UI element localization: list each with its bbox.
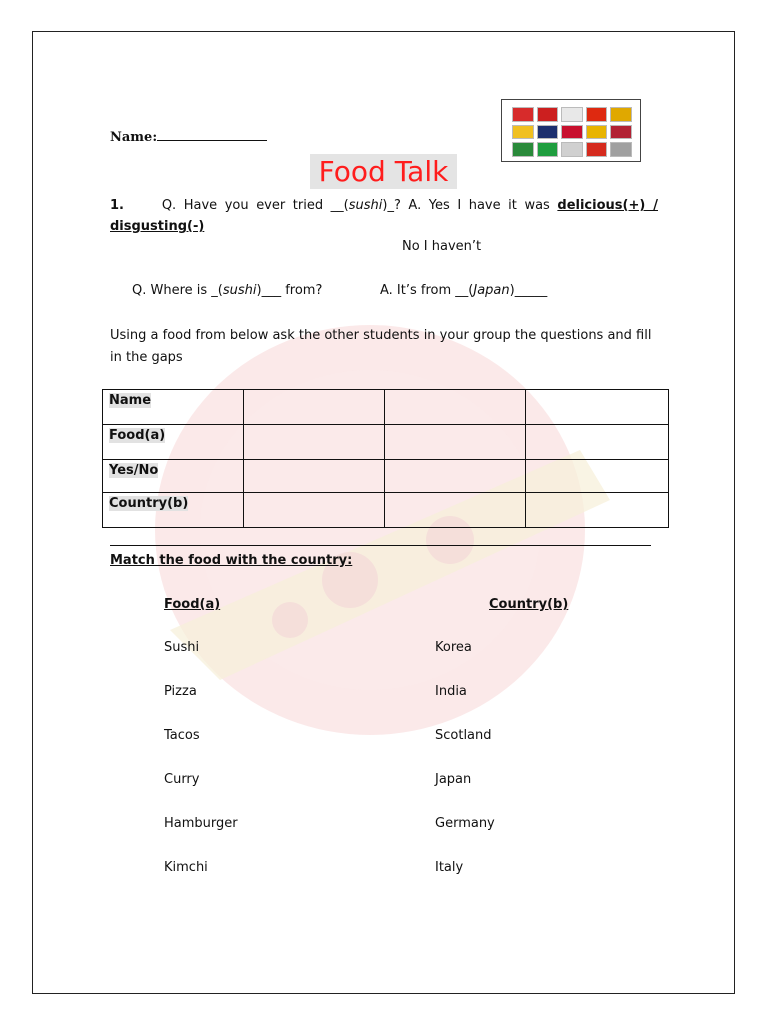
divider	[110, 545, 651, 546]
table-cell[interactable]	[385, 460, 526, 493]
food-item[interactable]: Kimchi	[164, 860, 208, 875]
food-item[interactable]: Tacos	[164, 728, 200, 743]
flags-image	[501, 99, 641, 162]
flag-icon	[610, 125, 632, 140]
flag-icon	[561, 125, 583, 140]
table-row	[103, 493, 669, 528]
country-item[interactable]: Japan	[435, 772, 472, 787]
table-cell[interactable]	[526, 425, 669, 460]
flag-icon	[586, 142, 608, 157]
flag-icon	[512, 107, 534, 122]
answer-2-suffix: )_____	[509, 283, 548, 298]
food-item[interactable]: Sushi	[164, 640, 200, 655]
row-label-text: Food(a)	[109, 428, 166, 443]
table-cell[interactable]	[244, 390, 385, 425]
match-title: Match the food with the country:	[110, 553, 353, 568]
row-label	[103, 493, 244, 528]
country-column-header: Country(b)	[489, 597, 569, 612]
food-item[interactable]: Hamburger	[164, 816, 238, 831]
flag-icon	[586, 107, 608, 122]
row-label	[103, 425, 244, 460]
table-cell[interactable]	[385, 493, 526, 528]
table-cell[interactable]	[526, 390, 669, 425]
row-label	[103, 460, 244, 493]
table-cell[interactable]	[244, 493, 385, 528]
table-cell[interactable]	[244, 460, 385, 493]
country-item[interactable]: Scotland	[435, 728, 492, 743]
question-1	[110, 195, 658, 237]
instructions: Using a food from below ask the other students in your group the questions and fill in the gaps	[110, 328, 652, 365]
country-item[interactable]: Germany	[435, 816, 495, 831]
question-1-italic: sushi	[348, 198, 383, 213]
page-title: Food Talk	[310, 154, 457, 189]
question-1-text-a: Q. Have you ever tried __(	[161, 198, 349, 213]
table-row	[103, 390, 669, 425]
row-label-text: Country(b)	[109, 496, 189, 511]
flag-icon	[561, 142, 583, 157]
table-cell[interactable]	[385, 390, 526, 425]
flag-icon	[512, 142, 534, 157]
flag-icon	[537, 125, 559, 140]
table-row	[103, 460, 669, 493]
flag-icon	[537, 107, 559, 122]
country-item[interactable]: Korea	[435, 640, 472, 655]
flag-icon	[537, 142, 559, 157]
flag-icon	[586, 125, 608, 140]
row-label-text: Name	[109, 393, 152, 408]
question-1-text-b: )_? A. Yes I have it was	[382, 198, 558, 213]
flag-icon	[512, 125, 534, 140]
survey-table	[102, 389, 669, 528]
name-blank[interactable]	[157, 128, 267, 141]
flags-grid	[512, 107, 632, 157]
answer-2-prefix: A. It’s from __(	[380, 283, 474, 298]
no-answer: No I haven’t	[402, 239, 482, 254]
country-item[interactable]: Italy	[435, 860, 464, 875]
row-label-text: Yes/No	[109, 463, 159, 478]
question-2-italic: sushi	[222, 283, 257, 298]
question-number: 1.	[110, 198, 124, 213]
answer-choice: delicious(+) / disgusting(-)	[110, 198, 658, 234]
answer-2-italic: Japan	[473, 283, 510, 298]
table-cell[interactable]	[526, 460, 669, 493]
flag-icon	[610, 107, 632, 122]
name-field	[110, 128, 267, 145]
answer-2	[380, 283, 547, 298]
table-cell[interactable]	[385, 425, 526, 460]
table-cell[interactable]	[526, 493, 669, 528]
flag-icon	[561, 107, 583, 122]
name-label: Name:	[110, 130, 158, 145]
question-2-suffix: )___ from?	[256, 283, 323, 298]
row-label	[103, 390, 244, 425]
flag-icon	[610, 142, 632, 157]
question-2-prefix: Q. Where is _(	[132, 283, 223, 298]
table-row	[103, 425, 669, 460]
food-item[interactable]: Pizza	[164, 684, 197, 699]
food-column-header: Food(a)	[164, 597, 221, 612]
table-cell[interactable]	[244, 425, 385, 460]
country-item[interactable]: India	[435, 684, 467, 699]
food-item[interactable]: Curry	[164, 772, 200, 787]
pizza-watermark-icon	[110, 300, 670, 800]
question-2	[132, 283, 322, 298]
